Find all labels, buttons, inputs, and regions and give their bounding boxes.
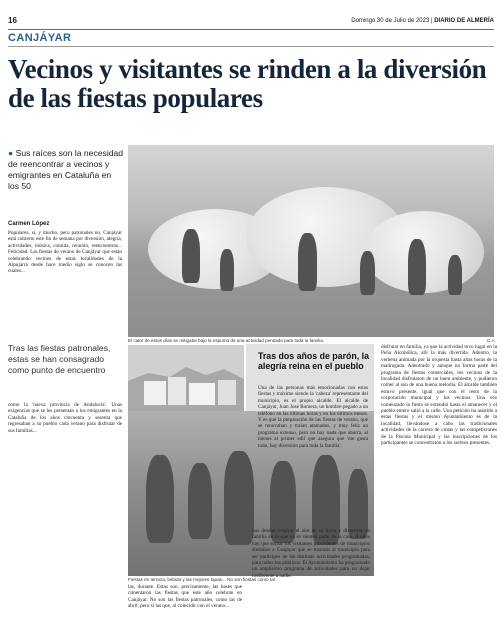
person-shape xyxy=(408,239,426,295)
secondary-subhead: Tras las fiestas patronales, estas se han consagrado como punto de encuentro xyxy=(8,343,111,375)
section-name: CANJÁYAR xyxy=(8,32,72,44)
body-column-1a: Populares, sí, y mucho, pero patronales no. Canjáyar está cubierto este fin de semana por diversión, alegría, actividades, música, comida, reunión, reencuentros... Felicidad. Las fiestas de verano de Canjáyar que están celebrando vecinos de estas localidades de la Alpujarra desde hace medio siglo se conocen las cuales... xyxy=(8,230,122,275)
person-shape xyxy=(224,451,254,545)
section-header xyxy=(8,29,494,47)
headline: Vecinos y visitantes se rinden a la diversión de las fiestas populares xyxy=(8,54,487,113)
village-photo xyxy=(128,345,244,411)
house-shape xyxy=(144,381,166,405)
person-shape xyxy=(220,249,234,291)
person-shape xyxy=(146,455,174,543)
bullet-dot-icon: ● xyxy=(8,148,14,158)
body-column-4: disfrutar en familia, ya que la actividad tuvo lugar en la Peña Alcohólica, allí la más divertida. Adentro, la verbena animada por la orquesta hasta altas horas de la madrugada. Adentrado y aunque no forma parte del programa de fiestas comerciales, los vecinos de la localidad disfrutaron de un buen ambiente, y pudieron comer al son de una buena melodía. El alcalde también estuvo presente, igual que con el resto de la corporación municipal y los vecinos. Una vez comenzado la fiesta se extendió hasta el amanecer y el pueblo entero salió a la calle. Una petición ha asistido a estas fiestas y el mismo Ayuntamiento es de la localidad, llevándose a cabo las tradicionales actividades de la carrera de cintas y las competiciones de la Piscina Municipal y las inscripciones de los participantes se concentraron a los sorteos presentes. xyxy=(381,344,497,447)
main-photo-caption: El calor de estos días se mitigaba bajo la espuma de una actividad pensada para toda la familia. xyxy=(128,338,325,343)
person-shape xyxy=(298,233,317,291)
body-column-2b: las, durante. Estas son, precisamente, las bases que cimentaron las fiestas que este año celebran en Canjáyar. No son las fiestas patronales, como las de abril, pero sí las que, al coincidir con el verano... xyxy=(128,584,242,610)
sidebar-box-title: Tras dos años de parón, la alegría reina en el pueblo xyxy=(258,351,369,371)
person-shape xyxy=(360,251,375,295)
main-photo-credit: D.A. xyxy=(487,338,496,343)
date-and-paper: Domingo 30 de Julio de 2023 | DIARIO DE ALMERÍA xyxy=(351,18,494,24)
main-photo xyxy=(128,145,494,337)
lead xyxy=(8,148,124,192)
person-shape xyxy=(182,229,200,283)
publication-date: Domingo 30 de Julio de 2023 xyxy=(351,18,430,24)
page-header xyxy=(8,16,494,28)
body-column-1b: como la 'nueva provincia de Andalucía'. Unas exigencias que se les presentan a los emigrantes en la Cataluña de los años cincuenta y sesenta que regresaban a su pueblo cada verano para disfrutar de sus familias... xyxy=(8,402,122,434)
house-shape xyxy=(168,377,186,405)
person-shape xyxy=(448,255,462,295)
terrace-photo-caption: Fiestas en terraza, bebida y las mejores tapas... No son fiestas como tal. xyxy=(128,577,277,582)
page-number: 16 xyxy=(8,16,17,25)
author-byline: Carmen López xyxy=(8,221,50,227)
house-shape xyxy=(218,380,236,405)
paper-name: DIARIO DE ALMERÍA xyxy=(434,18,494,24)
lead-text: Sus raíces son la necesidad de reencontrar a vecinos y emigrantes en Cataluña en los 50 xyxy=(8,148,124,191)
body-column-3b: nos desean respirar el aire de su tierra y divertirse en familia en la que ya se sienten parte de la casa. A ellos hay que sumar los visitantes procedentes de municipios aledaños a Canjáyar que se traslada al municipio para ser partícipes de las distintas actividades programadas, para todos los públicos. El Ayuntamiento ha programado un amplísimo programa de actividades para no dejar indiferente a nadie. xyxy=(252,528,370,579)
village-scene-svg xyxy=(128,345,244,411)
person-shape xyxy=(188,463,212,539)
house-shape xyxy=(189,383,215,405)
sidebar-box-body: Una de las personas más emocionadas con estas fiestas y máxime siendo la 'cabeza' representante del municipio, es el propio alcalde. El alcalde de Canjáyar, Juan José Romera, un hombre pegado a un teléfono en las últimas horas y en los últimos meses. Y es que la preparación de las fiestas de verano, que se renovaban y traían atamados, y muy feliz un programa extenso, pero no hay nada que aburra, al menos al primer edil que asegura que 'me gusta todo, hay diversión para toda la familia'. xyxy=(258,385,368,449)
